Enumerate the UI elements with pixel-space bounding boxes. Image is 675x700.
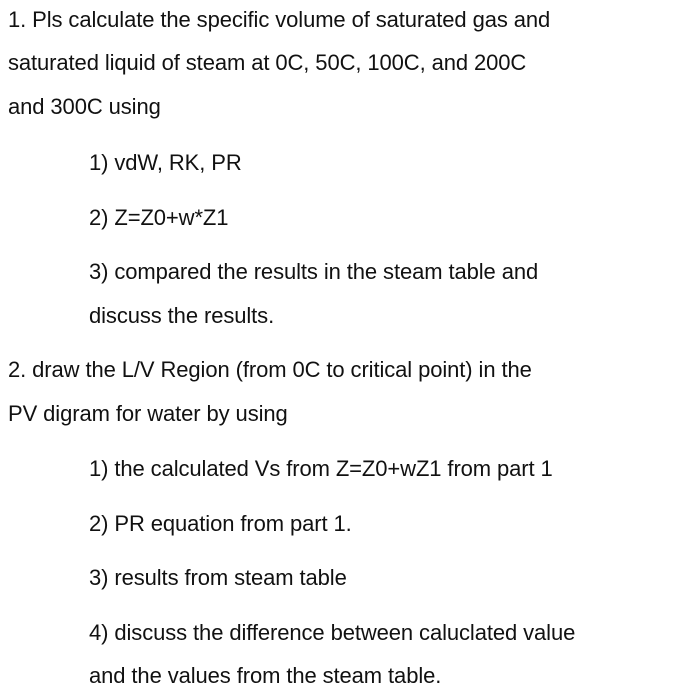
subitem-line: and the values from the steam table. [89,663,442,688]
question-1-line-3: and 300C using [8,94,161,119]
subitem-line: 2) Z=Z0+w*Z1 [89,205,229,230]
subitem-line: 1) the calculated Vs from Z=Z0+wZ1 from part 1 [89,456,553,481]
subitem-line: 3) results from steam table [89,565,347,590]
subitem-line: 3) compared the results in the steam table and [89,259,539,284]
question-1-line-2: saturated liquid of steam at 0C, 50C, 100C, and 200C [8,50,527,75]
subitem-line: 2) PR equation from part 1. [89,511,352,536]
question-1-line-1: 1. Pls calculate the specific volume of saturated gas and [8,7,551,32]
question-2-line-1: 2. draw the L/V Region (from 0C to critical point) in the [8,357,532,382]
subitem-line: discuss the results. [89,303,275,328]
subitem-line: 1) vdW, RK, PR [89,150,242,175]
subitem-line: 4) discuss the difference between caluclated value [89,620,576,645]
question-2-line-2: PV digram for water by using [8,401,288,426]
